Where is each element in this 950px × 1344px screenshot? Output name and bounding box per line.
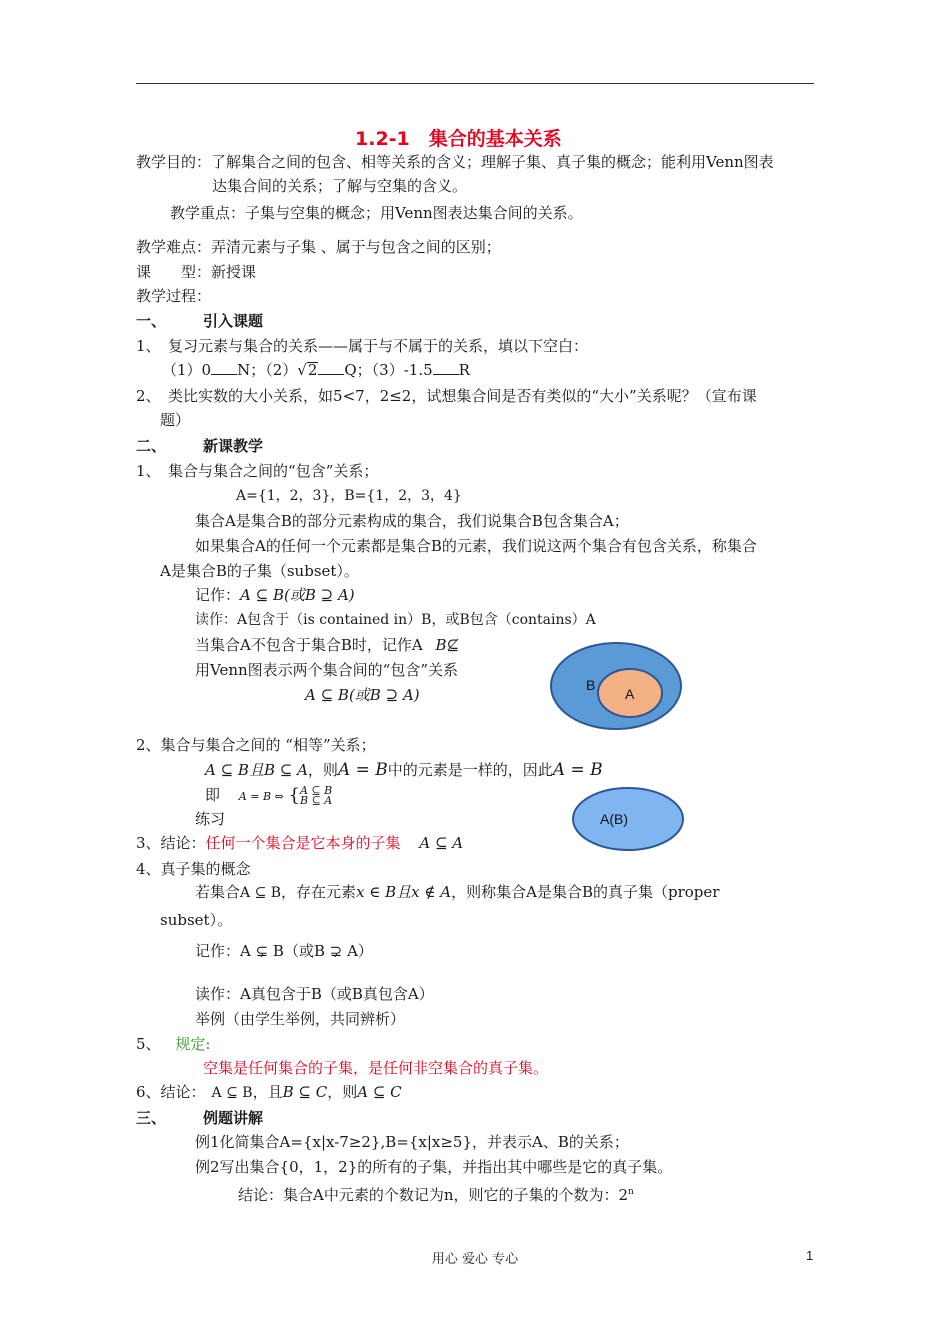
s2-p2-line2: A是集合B的子集（subset）。 bbox=[160, 562, 359, 580]
section1-number: 一、 bbox=[136, 312, 167, 330]
s2-eq-tail: 中的元素是一样的，因此 bbox=[387, 761, 553, 779]
s2-notin-b: B bbox=[435, 636, 447, 654]
section1-title: 引入课题 bbox=[203, 312, 264, 330]
blank-2 bbox=[318, 360, 344, 375]
s2-p4-example: 举例（由学生举例，共同辨析） bbox=[195, 1010, 406, 1028]
s2-p1: 集合A是集合B的部分元素构成的集合，我们说集合B包含集合A； bbox=[195, 512, 629, 530]
s2-eq-math3: A = B bbox=[552, 760, 603, 780]
venn-diagram-equal bbox=[570, 785, 686, 853]
brace-symbol: { bbox=[288, 785, 300, 806]
section3-number: 三、 bbox=[136, 1109, 167, 1127]
s2-p4-read: 读作：A真包含于B（或B真包含A） bbox=[195, 985, 434, 1003]
s2-ji-line bbox=[205, 785, 332, 807]
s2-p4-line1 bbox=[195, 882, 719, 903]
s2-p4-line2: subset）。 bbox=[160, 911, 233, 929]
brace-bottom: B ⊆ A bbox=[299, 794, 333, 807]
s2-item3-statement: 任何一个集合是它本身的子集 bbox=[205, 834, 401, 852]
s2-p2-line1: 如果集合A的任何一个元素都是集合B的元素，我们说这两个集合有包含关系，称集合 bbox=[195, 537, 757, 555]
s2-eq-math: A ⊆ B且B ⊆ A bbox=[205, 761, 308, 779]
s2-item3-label: 3、结论： bbox=[136, 834, 206, 852]
s2-item6-math3: A ⊆ C bbox=[357, 1083, 402, 1101]
footer-motto: 用心 爱心 专心 bbox=[431, 1252, 519, 1267]
s2-venn-text: 用Venn图表示两个集合间的“包含”关系 bbox=[195, 661, 458, 679]
objective-line1: 教学目的：了解集合之间的包含、相等关系的含义；理解子集、真子集的概念；能利用Venn图表 bbox=[136, 153, 774, 171]
s1-fill-d: R bbox=[458, 361, 470, 379]
key-points: 教学重点：子集与空集的概念；用Venn图表达集合间的关系。 bbox=[170, 204, 583, 222]
s2-item2: 2、集合与集合之间的 “相等”关系； bbox=[136, 736, 376, 754]
s2-item3 bbox=[136, 833, 463, 853]
s2-item6-math2: B ⊆ C bbox=[282, 1083, 328, 1101]
s2-note-label: 记作： bbox=[195, 586, 241, 604]
s1-item2-line1: 2、 类比实数的大小关系，如5<7，2≤2，试想集合间是否有类似的“大小”关系呢？（宣布课 bbox=[136, 387, 757, 405]
s2-notin bbox=[195, 635, 459, 655]
s2-item6-t1: ，且 bbox=[252, 1083, 283, 1101]
conclusion-text: 结论：集合A中元素的个数记为n，则它的子集的个数为：2 bbox=[238, 1186, 629, 1204]
s2-p4a2: ，存在元素 bbox=[281, 883, 357, 901]
s2-read: 读作：A包含于（is contained in）B，或B包含（contains）A bbox=[195, 612, 596, 628]
venn-equal-set bbox=[573, 788, 683, 850]
s2-note bbox=[195, 585, 355, 605]
process-heading: 教学过程： bbox=[136, 287, 212, 305]
s2-sets: A={1，2，3}，B={1，2，3，4} bbox=[236, 488, 462, 504]
s2-ji: 即 bbox=[205, 786, 221, 804]
s2-item1: 1、 集合与集合之间的“包含”关系； bbox=[136, 462, 379, 480]
s2-item6-t2: ，则 bbox=[327, 1083, 358, 1101]
s1-item1: 1、 复习元素与集合的关系——属于与不属于的关系，填以下空白： bbox=[136, 337, 589, 355]
blank-3 bbox=[433, 360, 459, 375]
section2-number: 二、 bbox=[136, 437, 167, 455]
s2-item6-label: 6、结论： bbox=[136, 1083, 206, 1101]
s2-venn-math: A ⊆ B(或B ⊇ A) bbox=[305, 686, 420, 704]
brace-top: A ⊆ B bbox=[299, 784, 333, 797]
s2-note-math: A ⊆ B(或B ⊇ A) bbox=[240, 586, 355, 604]
venn-equal-label: A(B) bbox=[600, 811, 628, 827]
s2-p4a-math2: x ∈ B且x ∉ A bbox=[356, 883, 452, 901]
brace-system bbox=[300, 786, 332, 806]
not-subset-symbol: ⊈ bbox=[446, 636, 460, 654]
s1-fill-a: （1）0 bbox=[162, 361, 212, 379]
s2-notin-text: 当集合A不包含于集合B时，记作A bbox=[195, 636, 423, 654]
sqrt-symbol: √ bbox=[297, 361, 307, 379]
page-number: 1 bbox=[806, 1248, 814, 1263]
s2-item4: 4、真子集的概念 bbox=[136, 860, 251, 878]
s1-item2-line2: 题） bbox=[160, 411, 191, 429]
s2-item3-math: A ⊆ A bbox=[419, 834, 464, 852]
objective-line2: 达集合间的关系；了解与空集的含义。 bbox=[212, 177, 468, 195]
difficulties: 教学难点：弄清元素与子集 、属于与包含之间的区别； bbox=[136, 238, 501, 256]
page-title: 1.2-1 集合的基本关系 bbox=[355, 128, 562, 150]
s2-item5 bbox=[136, 1034, 210, 1054]
s2-ji-math: A = B ⇔ bbox=[238, 790, 284, 803]
s2-item5-rule: 空集是任何集合的子集，是任何非空集合的真子集。 bbox=[203, 1059, 549, 1077]
s2-p4-note: 记作：A ⊊ B（或B ⊋ A） bbox=[195, 942, 373, 960]
s2-item5-num: 5、 bbox=[136, 1035, 161, 1053]
conclusion-exponent: n bbox=[628, 1187, 634, 1197]
sqrt-radicand: 2 bbox=[307, 361, 318, 379]
s1-fill-line bbox=[162, 360, 470, 380]
s2-eq-math2: A = B bbox=[337, 760, 388, 780]
s1-fill-b: N；（2） bbox=[237, 361, 298, 379]
s2-p4a-math1: A ⊆ B bbox=[240, 885, 282, 901]
header-rule bbox=[136, 83, 814, 84]
s2-item6 bbox=[136, 1082, 402, 1103]
s2-item5-label: 规定: bbox=[175, 1035, 211, 1053]
s2-item6-math1: A ⊆ B bbox=[211, 1085, 253, 1101]
s2-p4a1: 若集合 bbox=[195, 883, 241, 901]
venn-inner-label: A bbox=[625, 686, 635, 702]
conclusion bbox=[238, 1182, 634, 1205]
s2-eq-line bbox=[205, 760, 603, 780]
blank-1 bbox=[211, 360, 237, 375]
example-2: 例2写出集合{0，1，2}的所有的子集，并指出其中哪些是它的真子集。 bbox=[195, 1158, 673, 1176]
s2-practice: 练习 bbox=[195, 810, 226, 828]
s1-fill-c: Q；（3）-1.5 bbox=[344, 361, 433, 379]
s2-p4a3: ，则称集合A是集合B的真子集（proper bbox=[451, 883, 720, 901]
venn-diagram-subset bbox=[548, 640, 688, 732]
example-1: 例1化简集合A={x|x-7≥2},B={x|x≥5}，并表示A、B的关系； bbox=[195, 1133, 629, 1151]
lesson-type: 课 型：新授课 bbox=[136, 263, 257, 281]
section2-title: 新课教学 bbox=[203, 437, 264, 455]
venn-outer-label: B bbox=[586, 677, 596, 693]
section3-title: 例题讲解 bbox=[203, 1109, 264, 1127]
s2-eq-mid: ，则 bbox=[307, 761, 338, 779]
